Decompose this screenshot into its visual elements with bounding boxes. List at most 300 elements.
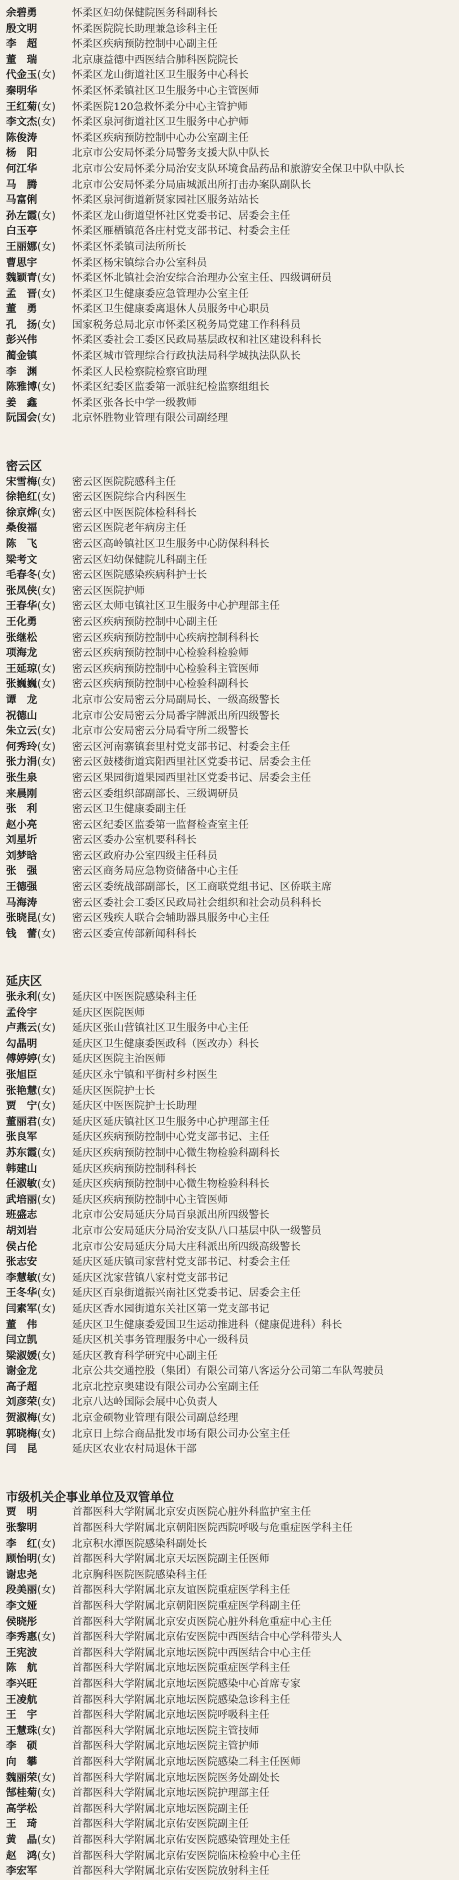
honoree-name: 高子超 xyxy=(6,1380,38,1393)
honoree-name-cell xyxy=(0,1739,72,1755)
honoree-name: 谭 龙 xyxy=(6,693,38,706)
honoree-name-cell xyxy=(0,224,72,240)
honoree-name: 赵小亮 xyxy=(6,818,38,831)
honoree-position: 怀柔区纪委区监委第一派驻纪检监察组组长 xyxy=(72,381,270,394)
honoree-entry xyxy=(0,537,459,553)
honoree-name-cell xyxy=(0,411,72,427)
gender-tag: (女) xyxy=(37,475,56,488)
honoree-entry xyxy=(0,880,459,896)
honoree-position: 延庆区疾病预防控制中心微生物检验科副科长 xyxy=(72,1146,280,1159)
honoree-entry xyxy=(0,302,459,318)
honoree-name-cell xyxy=(0,662,72,678)
honoree-name-cell xyxy=(0,84,72,100)
honoree-name-cell xyxy=(0,1568,72,1584)
section-gap xyxy=(0,427,459,459)
honoree-name-cell xyxy=(0,6,72,22)
honoree-name-cell xyxy=(0,537,72,553)
honoree-position: 密云区医院老年病房主任 xyxy=(72,522,187,535)
section-title: 密云区 xyxy=(6,459,43,474)
honoree-position: 密云区委社会工委区民政局社会组织和社会动员科科长 xyxy=(72,896,322,909)
honoree-position: 延庆区卫生健康委医政科（医改办）科长 xyxy=(72,1037,260,1050)
honoree-name: 董丽君 xyxy=(6,1115,38,1128)
honoree-name: 张凤侠 xyxy=(6,584,38,597)
honoree-position: 怀柔区龙山街道望怀社区党委书记、居委会主任 xyxy=(72,209,291,222)
honoree-entry xyxy=(0,1084,459,1100)
gender-tag: (女) xyxy=(37,1427,56,1440)
honoree-entry xyxy=(0,599,459,615)
honoree-entry xyxy=(0,1052,459,1068)
gender-tag: (女) xyxy=(37,927,56,940)
honoree-name: 张巍巍 xyxy=(6,678,38,691)
honoree-position: 怀柔区泉河街道新贤家园社区服务站站长 xyxy=(72,194,260,207)
honoree-entry xyxy=(0,1193,459,1209)
honoree-name: 李文娅 xyxy=(6,1600,38,1612)
honoree-name: 孟 晋 xyxy=(6,287,38,300)
honoree-position: 密云区医院护师 xyxy=(72,584,145,597)
honoree-position: 怀柔区疾病预防控制中心办公室副主任 xyxy=(72,131,249,144)
honoree-name-cell xyxy=(0,1661,72,1677)
honoree-position: 怀柔区卫生健康委离退休人员服务中心职员 xyxy=(72,303,270,316)
gender-tag: (女) xyxy=(37,756,56,769)
honoree-name: 阮国会 xyxy=(6,412,38,425)
honoree-name: 徐京烨 xyxy=(6,506,38,519)
region-section xyxy=(0,942,459,1457)
honoree-name-cell xyxy=(0,162,72,178)
honoree-entry xyxy=(0,1646,459,1662)
honoree-name-cell xyxy=(0,1395,72,1411)
honoree-name-cell xyxy=(0,1286,72,1302)
honoree-name: 班盛志 xyxy=(6,1209,38,1222)
honoree-name: 顾怡明 xyxy=(6,1553,38,1566)
honoree-entry xyxy=(0,84,459,100)
honoree-name-cell xyxy=(0,880,72,896)
honoree-entry xyxy=(0,1318,459,1334)
gender-tag: (女) xyxy=(37,1271,56,1284)
honoree-name-cell xyxy=(0,771,72,787)
honoree-entry xyxy=(0,849,459,865)
honoree-entry xyxy=(0,1224,459,1240)
gender-tag: (女) xyxy=(37,569,56,582)
honoree-entry xyxy=(0,1037,459,1053)
honoree-entry xyxy=(0,677,459,693)
honoree-name: 毛春冬 xyxy=(6,569,38,582)
honoree-entry xyxy=(0,1208,459,1224)
honoree-name: 李 渊 xyxy=(6,365,38,378)
honoree-name-cell xyxy=(0,1786,72,1802)
honoree-position: 北京日上综合商品批发市场有限公司办公室主任 xyxy=(72,1427,291,1440)
honoree-name: 张旭臣 xyxy=(6,1069,38,1081)
honoree-position: 北京公共交通控股（集团）有限公司第八客运分公司第二车队驾驶员 xyxy=(72,1365,384,1378)
honoree-position: 怀柔区雁栖镇范各庄村党支部书记、村委会主任 xyxy=(72,225,291,238)
honoree-name: 李 超 xyxy=(6,38,38,51)
honoree-entry xyxy=(0,1099,459,1115)
honoree-entry xyxy=(0,521,459,537)
honoree-name-cell xyxy=(0,380,72,396)
honoree-position: 国家税务总局北京市怀柔区税务局党建工作科科员 xyxy=(72,318,301,331)
honoree-position: 北京市公安局密云分局番字牌派出所四级警长 xyxy=(72,709,280,722)
honoree-name-cell xyxy=(0,100,72,116)
honoree-name-cell xyxy=(0,849,72,865)
gender-tag: (女) xyxy=(37,1084,56,1097)
honoree-name: 郭晓梅 xyxy=(6,1427,38,1440)
honoree-position: 延庆区百泉街道振兴南社区党委书记、居委会主任 xyxy=(72,1287,301,1300)
honoree-entry xyxy=(0,146,459,162)
honoree-name: 梁考文 xyxy=(6,553,38,566)
honoree-position: 怀柔区人民检察院检察官助理 xyxy=(72,365,208,378)
honoree-position: 首都医科大学附属北京佑安医院临床检验中心主任 xyxy=(72,1849,301,1862)
honoree-name-cell xyxy=(0,1646,72,1662)
honoree-position: 怀柔区杨宋镇综合办公室科员 xyxy=(72,256,208,269)
honoree-name-cell xyxy=(0,1615,72,1631)
honoree-position: 延庆区永宁镇和平街村乡村医生 xyxy=(72,1069,218,1081)
honoree-name: 王凌航 xyxy=(6,1693,38,1706)
honoree-name-cell xyxy=(0,1146,72,1162)
honoree-entry xyxy=(0,131,459,147)
gender-tag: (女) xyxy=(37,209,56,222)
honoree-entry xyxy=(0,568,459,584)
gender-tag: (女) xyxy=(37,1115,56,1128)
honoree-name-cell xyxy=(0,333,72,349)
gender-tag: (女) xyxy=(37,1349,56,1362)
honoree-position: 北京市公安局延庆分局百泉派出所四级警长 xyxy=(72,1209,270,1222)
honoree-entry xyxy=(0,1146,459,1162)
honoree-position: 北京怀胜物业管理有限公司副经理 xyxy=(72,412,228,425)
gender-tag: (女) xyxy=(37,912,56,925)
honoree-entry xyxy=(0,1162,459,1178)
honoree-name: 梁淑媛 xyxy=(6,1349,38,1362)
honoree-entry xyxy=(0,1442,459,1458)
honoree-position: 首都医科大学附属北京地坛医院护理部主任 xyxy=(72,1787,270,1800)
honoree-name: 向 攀 xyxy=(6,1755,38,1768)
honoree-name-cell xyxy=(0,271,72,287)
honoree-entry xyxy=(0,646,459,662)
gender-tag: (女) xyxy=(37,725,56,738)
honoree-name: 朱立云 xyxy=(6,725,38,738)
honoree-entry xyxy=(0,1364,459,1380)
honoree-name: 张良军 xyxy=(6,1131,38,1144)
honoree-name-cell xyxy=(0,302,72,318)
honoree-name-cell xyxy=(0,1318,72,1334)
honoree-name-cell xyxy=(0,1364,72,1380)
honoree-name: 李慧敏 xyxy=(6,1271,38,1284)
honoree-name-cell xyxy=(0,1708,72,1724)
honoree-name-cell xyxy=(0,256,72,272)
honoree-position: 怀柔区疾病预防控制中心副主任 xyxy=(72,38,218,51)
honoree-name: 曹思宇 xyxy=(6,256,38,269)
honoree-position: 北京金硕物业管理有限公司副总经理 xyxy=(72,1412,239,1425)
honoree-entry xyxy=(0,631,459,647)
region-section xyxy=(0,6,459,427)
honoree-position: 首都医科大学附属北京地坛医院感染二科主任医师 xyxy=(72,1755,301,1768)
honoree-name-cell xyxy=(0,1333,72,1349)
honoree-name-cell xyxy=(0,1630,72,1646)
honoree-position: 延庆区香水园街道东关社区第一党支部书记 xyxy=(72,1302,270,1315)
honoree-position: 密云区纪委区监委第一监督检查室主任 xyxy=(72,818,249,831)
gender-tag: (女) xyxy=(37,100,56,113)
honoree-entry xyxy=(0,333,459,349)
honoree-name-cell xyxy=(0,1099,72,1115)
honoree-name: 高学松 xyxy=(6,1802,38,1815)
honoree-name: 王春华 xyxy=(6,600,38,613)
honoree-name: 何江华 xyxy=(6,162,38,175)
honoree-position: 首都医科大学附属北京地坛医院重症医学科主任 xyxy=(72,1662,291,1675)
honoree-name: 魏颖青 xyxy=(6,272,38,285)
honoree-entry xyxy=(0,22,459,38)
honoree-name: 李 红 xyxy=(6,1537,38,1550)
honoree-entry xyxy=(0,1130,459,1146)
honoree-position: 首都医科大学附属北京佑安医院副主任 xyxy=(72,1818,249,1831)
honoree-name-cell xyxy=(0,677,72,693)
honoree-name: 李文杰 xyxy=(6,116,38,129)
honoree-entry xyxy=(0,1661,459,1677)
honoree-name: 秦明华 xyxy=(6,84,38,97)
honoree-name: 马海涛 xyxy=(6,896,38,909)
honoree-position: 怀柔区泉河街道社区卫生服务中心护师 xyxy=(72,116,249,129)
honoree-entry xyxy=(0,1630,459,1646)
honoree-name-cell xyxy=(0,22,72,38)
honoree-position: 怀柔区怀柔镇司法所所长 xyxy=(72,240,187,253)
honoree-name: 钱 蕾 xyxy=(6,927,38,940)
honoree-entry xyxy=(0,1521,459,1537)
gender-tag: (女) xyxy=(37,1287,56,1300)
honoree-position: 怀柔区龙山街道社区卫生服务中心科长 xyxy=(72,69,249,82)
honoree-name-cell xyxy=(0,833,72,849)
honoree-name-cell xyxy=(0,1755,72,1771)
honoree-position: 密云区妇幼保健院儿科副主任 xyxy=(72,553,208,566)
honoree-name-cell xyxy=(0,1583,72,1599)
honoree-name-cell xyxy=(0,1177,72,1193)
honoree-entry xyxy=(0,1240,459,1256)
honoree-name: 李兴旺 xyxy=(6,1677,38,1690)
gender-tag: (女) xyxy=(37,991,56,1004)
honoree-position: 首都医科大学附属北京佑安医院放射科主任 xyxy=(72,1865,270,1878)
honoree-entry xyxy=(0,1849,459,1865)
gender-tag: (女) xyxy=(37,1396,56,1409)
honoree-position: 首都医科大学附属北京地坛医院医务处副处长 xyxy=(72,1771,280,1784)
honoree-position: 密云区残疾人联合会辅助器具服务中心主任 xyxy=(72,912,270,925)
gender-tag: (女) xyxy=(37,662,56,675)
honoree-position: 延庆区医院主治医师 xyxy=(72,1053,166,1066)
honoree-name-cell xyxy=(0,1864,72,1880)
honoree-name: 贾 宁 xyxy=(6,1100,38,1113)
honoree-name: 蔺金镇 xyxy=(6,350,38,363)
honoree-name-cell xyxy=(0,521,72,537)
honoree-name-cell xyxy=(0,287,72,303)
honoree-position: 首都医科大学附属北京友谊医院重症医学科主任 xyxy=(72,1584,291,1597)
honoree-entry xyxy=(0,911,459,927)
honoree-position: 密云区太师屯镇社区卫生服务中心护理部主任 xyxy=(72,600,280,613)
honoree-position: 北京市公安局怀柔分局治安支队环境食品药品和旅游安全保卫中队中队长 xyxy=(72,162,405,175)
honoree-name-cell xyxy=(0,146,72,162)
honoree-entry xyxy=(0,1380,459,1396)
honoree-name-cell xyxy=(0,115,72,131)
honoree-name: 赵 鸿 xyxy=(6,1849,38,1862)
honoree-name-cell xyxy=(0,1349,72,1365)
honoree-entry xyxy=(0,1583,459,1599)
honoree-name-cell xyxy=(0,896,72,912)
honoree-name-cell xyxy=(0,53,72,69)
honoree-entry xyxy=(0,1333,459,1349)
honoree-entry xyxy=(0,1817,459,1833)
gender-tag: (女) xyxy=(37,272,56,285)
gender-tag: (女) xyxy=(37,1537,56,1550)
honoree-entry xyxy=(0,818,459,834)
honoree-name: 王宪波 xyxy=(6,1646,38,1659)
honoree-name-cell xyxy=(0,615,72,631)
honoree-name-cell xyxy=(0,37,72,53)
gender-tag: (女) xyxy=(37,318,56,331)
honoree-name-cell xyxy=(0,1240,72,1256)
honoree-name: 董 勇 xyxy=(6,303,38,316)
honoree-position: 首都医科大学附属北京安贞医院心脏外科监护室主任 xyxy=(72,1506,311,1519)
honoree-position: 怀柔区张各长中学一级教师 xyxy=(72,396,197,409)
honoree-name: 闫立凯 xyxy=(6,1334,38,1347)
honoree-position: 首都医科大学附属北京朝阳医院西院呼吸与危重症医学科主任 xyxy=(72,1522,353,1535)
honoree-name: 侯占伦 xyxy=(6,1240,38,1253)
honoree-name-cell xyxy=(0,1162,72,1178)
gender-tag: (女) xyxy=(37,1302,56,1315)
honoree-name: 张黎明 xyxy=(6,1522,38,1535)
honoree-position: 首都医科大学附属北京安贞医院心脏外科危重症中心主任 xyxy=(72,1615,332,1628)
honoree-position: 北京胸科医院医院感染科主任 xyxy=(72,1568,208,1581)
honoree-position: 密云区医院综合内科医生 xyxy=(72,491,187,504)
honoree-name: 张继松 xyxy=(6,631,38,644)
region-section xyxy=(0,427,459,942)
honoree-name: 刘星圻 xyxy=(6,834,38,847)
gender-tag: (女) xyxy=(37,116,56,129)
gender-tag: (女) xyxy=(37,1053,56,1066)
honoree-name: 段美丽 xyxy=(6,1584,38,1597)
honoree-position: 北京八达岭国际会展中心负责人 xyxy=(72,1396,218,1409)
honoree-name: 张晓昆 xyxy=(6,912,38,925)
honoree-name-cell xyxy=(0,1599,72,1615)
honoree-entry xyxy=(0,240,459,256)
honoree-entry xyxy=(0,1739,459,1755)
honoree-name: 苏东霞 xyxy=(6,1146,38,1159)
honoree-position: 延庆区教育科学研究中心副主任 xyxy=(72,1349,218,1362)
honoree-name-cell xyxy=(0,631,72,647)
honoree-name-cell xyxy=(0,1052,72,1068)
honoree-entry xyxy=(0,833,459,849)
honoree-entry xyxy=(0,162,459,178)
honoree-entry xyxy=(0,864,459,880)
honoree-position: 延庆区沈家营镇八家村党支部书记 xyxy=(72,1271,228,1284)
honoree-name-cell xyxy=(0,1724,72,1740)
honoree-entry xyxy=(0,1271,459,1287)
honoree-position: 怀柔区城市管理综合行政执法局科学城执法队队长 xyxy=(72,350,301,363)
honoree-name: 张永利 xyxy=(6,991,38,1004)
honoree-name-cell xyxy=(0,396,72,412)
gender-tag: (女) xyxy=(37,1787,56,1800)
honoree-position: 首都医科大学附属北京地坛医院主管技师 xyxy=(72,1724,260,1737)
honoree-name: 王慧珠 xyxy=(6,1724,38,1737)
honoree-name: 代金玉 xyxy=(6,69,38,82)
honoree-name-cell xyxy=(0,740,72,756)
honoree-name-cell xyxy=(0,1537,72,1553)
honoree-name-cell xyxy=(0,911,72,927)
honoree-name: 王红菊 xyxy=(6,100,38,113)
honoree-name: 孙左霞 xyxy=(6,209,38,222)
honoree-name: 刘彦荣 xyxy=(6,1396,38,1409)
honoree-name-cell xyxy=(0,1084,72,1100)
honoree-entry xyxy=(0,1802,459,1818)
honoree-entry xyxy=(0,380,459,396)
honoree-name: 马 腾 xyxy=(6,178,38,191)
honoree-name: 郜桂菊 xyxy=(6,1787,38,1800)
honoree-position: 密云区商务局应急物资储备中心主任 xyxy=(72,865,239,878)
honoree-name: 王德强 xyxy=(6,881,38,894)
honoree-name-cell xyxy=(0,1849,72,1865)
honoree-entry xyxy=(0,68,459,84)
honoree-entry xyxy=(0,53,459,69)
honoree-position: 延庆区延庆镇司家营村党支部书记、村委会主任 xyxy=(72,1256,291,1269)
honoree-name-cell xyxy=(0,818,72,834)
honoree-entry xyxy=(0,1864,459,1880)
honoree-name-cell xyxy=(0,1208,72,1224)
honoree-position: 延庆区机关事务管理服务中心一级科员 xyxy=(72,1334,249,1347)
honoree-position: 延庆区疾病预防控制科科长 xyxy=(72,1162,197,1175)
honoree-entry xyxy=(0,115,459,131)
honoree-name: 陈雅博 xyxy=(6,381,38,394)
honoree-name: 来晨刚 xyxy=(6,787,38,800)
honoree-name: 闫素军 xyxy=(6,1302,38,1315)
honoree-name-cell xyxy=(0,1427,72,1443)
honoree-position: 北京市公安局怀柔分局庙城派出所打击办案队副队长 xyxy=(72,178,311,191)
honoree-entry xyxy=(0,1302,459,1318)
honoree-position: 怀柔医院院长助理兼急诊科主任 xyxy=(72,22,218,35)
honoree-position: 北京市公安局延庆分局治安支队八口基层中队一级警员 xyxy=(72,1224,322,1237)
honoree-name: 卢燕云 xyxy=(6,1022,38,1035)
honoree-position: 密云区果园街道果园西里社区党委书记、居委会主任 xyxy=(72,771,311,784)
honoree-entry xyxy=(0,709,459,725)
honoree-position: 首都医科大学附属北京地坛医院呼吸科主任 xyxy=(72,1709,270,1722)
gender-tag: (女) xyxy=(37,1833,56,1846)
honoree-name-cell xyxy=(0,1771,72,1787)
honoree-name: 张生泉 xyxy=(6,771,38,784)
honoree-name: 陈俊涛 xyxy=(6,131,38,144)
gender-tag: (女) xyxy=(37,1553,56,1566)
honoree-name-cell xyxy=(0,1817,72,1833)
honoree-name: 何秀玲 xyxy=(6,740,38,753)
honoree-name: 徐艳红 xyxy=(6,491,38,504)
honoree-entry xyxy=(0,209,459,225)
honoree-position: 北京市公安局延庆分局大庄科派出所四级高级警长 xyxy=(72,1240,301,1253)
section-gap xyxy=(0,942,459,974)
honoree-name-cell xyxy=(0,1130,72,1146)
honoree-position: 密云区卫生健康委副主任 xyxy=(72,803,187,816)
honoree-name-cell xyxy=(0,475,72,491)
honoree-position: 密云区医院感染疾病科护士长 xyxy=(72,569,208,582)
honoree-entry xyxy=(0,271,459,287)
gender-tag: (女) xyxy=(37,1178,56,1191)
honoree-entry xyxy=(0,1786,459,1802)
honoree-entry xyxy=(0,1833,459,1849)
honoree-name-cell xyxy=(0,1271,72,1287)
honoree-name: 任淑敏 xyxy=(6,1178,38,1191)
honoree-name-cell xyxy=(0,724,72,740)
honoree-name: 余碧勇 xyxy=(6,7,38,19)
honoree-entry xyxy=(0,584,459,600)
honoree-name-cell xyxy=(0,1505,72,1521)
honoree-name: 彭兴伟 xyxy=(6,334,38,347)
honoree-name-cell xyxy=(0,927,72,943)
honoree-entry xyxy=(0,1599,459,1615)
gender-tag: (女) xyxy=(37,584,56,597)
honoree-name: 陈 飞 xyxy=(6,538,38,550)
gender-tag: (女) xyxy=(37,381,56,394)
honoree-entry xyxy=(0,1286,459,1302)
honoree-entry xyxy=(0,755,459,771)
